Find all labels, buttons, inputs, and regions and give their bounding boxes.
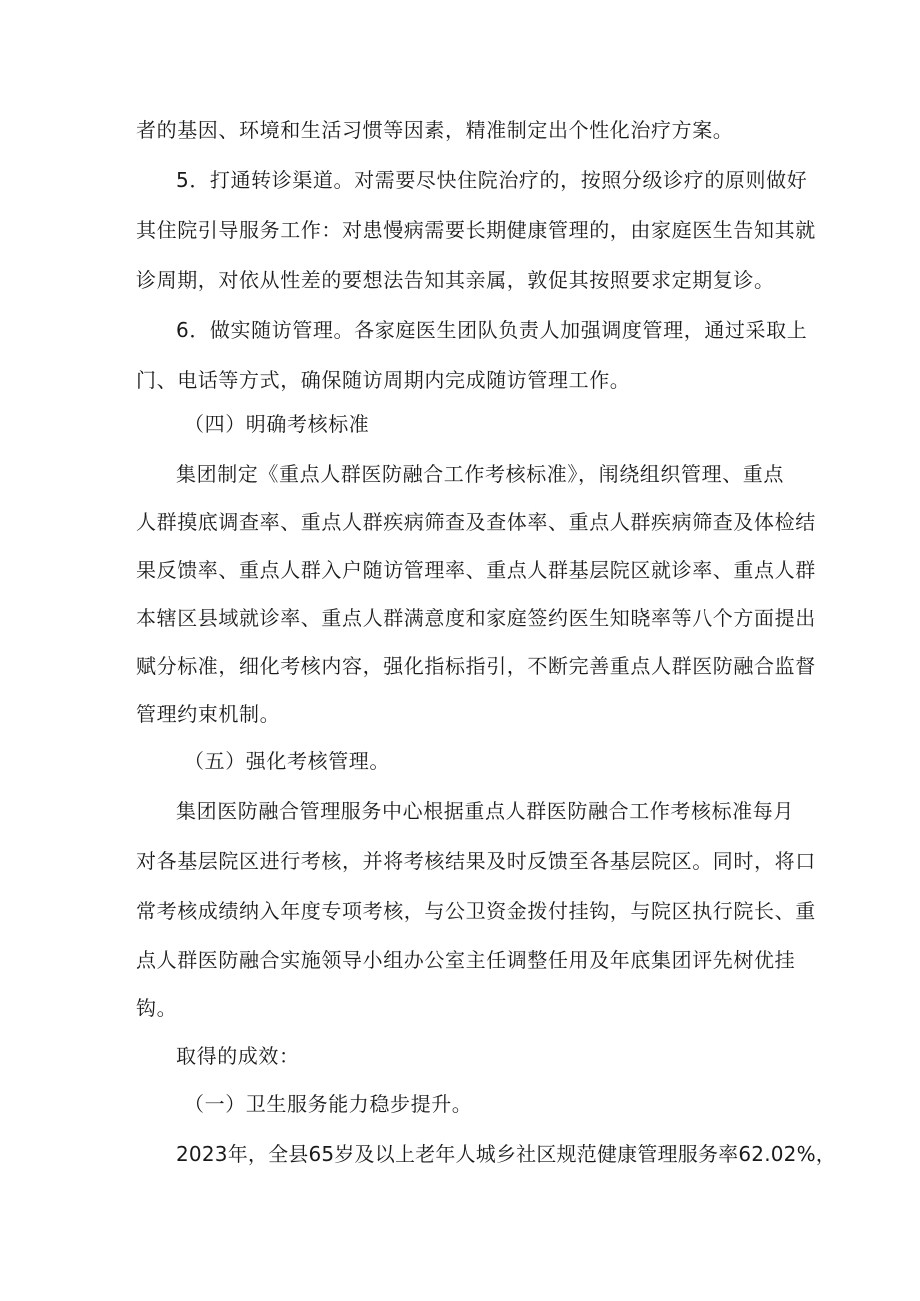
text-line: 其住院引导服务工作：对患慢病需要长期健康管理的，由家庭医生告知其就: [136, 218, 816, 242]
section-heading: （四）明确考核标准: [184, 412, 370, 436]
text-line: 赋分标准，细化考核内容，强化指标指引，不断完善重点人群医防融合监督: [136, 654, 816, 678]
text-line: 人群摸底调查率、重点人群疾病筛查及查体率、重点人群疾病筛查及体检结: [136, 510, 816, 534]
text-line: 取得的成效：: [176, 1044, 300, 1068]
section-heading: （五）强化考核管理。: [184, 749, 390, 773]
text-line: 管理约束机制。: [136, 702, 281, 726]
text-line: 集团医防融合管理服务中心根据重点人群医防融合工作考核标准每月: [176, 799, 794, 823]
text-line: 常考核成绩纳入年度专项考核，与公卫资金拨付挂钩，与院区执行院长、重: [136, 899, 816, 923]
text-line: 6．做实随访管理。各家庭医生团队负责人加强调度管理，通过采取上: [176, 318, 808, 342]
text-line: 2023年，全县65岁及以上老年人城乡社区规范健康管理服务率62.02%，: [176, 1142, 837, 1166]
text-line: 点人群医防融合实施领导小组办公室主任调整任用及年底集团评先树优挂: [136, 948, 796, 972]
text-line: 本辖区县域就诊率、重点人群满意度和家庭签约医生知晓率等八个方面提出: [136, 606, 816, 630]
text-line: 钩。: [136, 996, 178, 1020]
text-line: 诊周期，对依从性差的要想法告知其亲属，敦促其按照要求定期复诊。: [136, 268, 775, 292]
section-heading: （一）卫生服务能力稳步提升。: [184, 1092, 473, 1116]
text-line: 集团制定《重点人群医防融合工作考核标准》，闱绕组织管理、重点: [176, 462, 784, 486]
text-line: 者的基因、环境和生活习惯等因素，精准制定出个性化治疗方案。: [136, 118, 734, 142]
text-line: 对各基层院区进行考核，并将考核结果及时反馈至各基层院区。同时，将口: [136, 849, 816, 873]
text-line: 门、电话等方式，确保随访周期内完成随访管理工作。: [136, 368, 631, 392]
text-line: 果反馈率、重点人群入户随访管理率、重点人群基层院区就诊率、重点人群: [136, 558, 816, 582]
text-line: 5．打通转诊渠道。对需要尽快住院治疗的，按照分级诊疗的原则做好: [176, 168, 808, 192]
